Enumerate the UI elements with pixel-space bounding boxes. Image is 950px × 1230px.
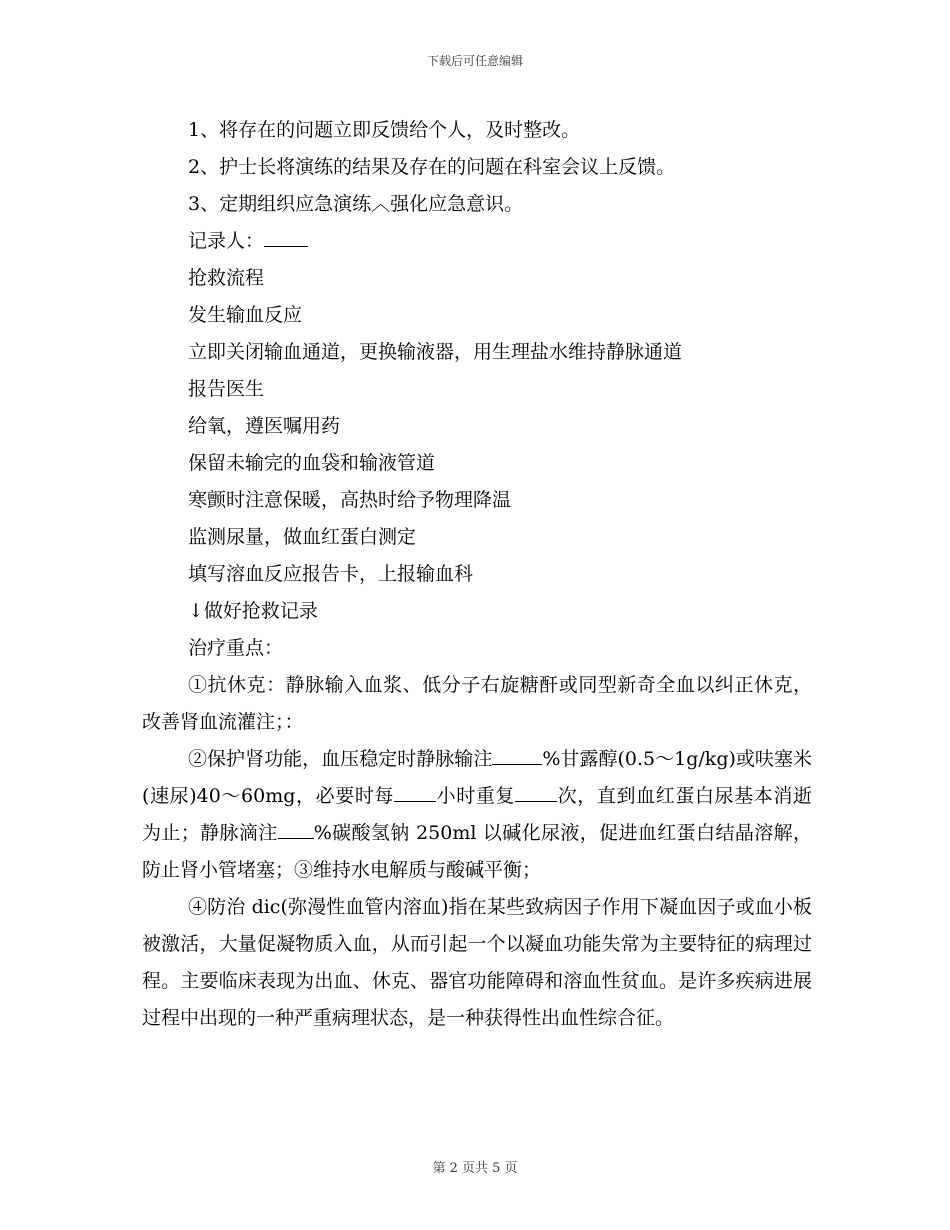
treatment-title: 治疗重点： (188, 637, 284, 659)
flow-step-7: 监测尿量，做血红蛋白测定 (188, 526, 417, 548)
flow-step-6: 寒颤时注意保暖，高热时给予物理降温 (188, 489, 512, 511)
feedback-item-2: 2、护士长将演练的结果及存在的问题在科室会议上反馈。 (188, 156, 676, 178)
feedback-item-3: 3、定期组织应急演练︿强化应急意识。 (188, 193, 524, 215)
point-2-text-a: ②保护肾功能，血压稳定时静脉输注 (188, 748, 493, 770)
recorder-label: 记录人： (188, 230, 265, 252)
flow-step-3: 报告医生 (188, 378, 265, 400)
point-2-text-d: 次，直到血红蛋白尿基本消逝为止；静脉滴注 (142, 785, 812, 844)
feedback-item-1: 1、将存在的问题立即反馈给个人，及时整改。 (188, 119, 581, 141)
blank-hours (394, 782, 436, 802)
page-header: 下载后可任意编辑 (426, 54, 523, 68)
point-2-text-c: 小时重复 (436, 785, 516, 807)
flow-step-2: 立即关闭输血通道，更换输液器，用生理盐水维持静脉通道 (188, 341, 683, 363)
flow-step-5: 保留未输完的血袋和输液管道 (188, 452, 436, 474)
point-2-text-b: %甘露醇(0.5～1g/kg)或呋塞米(速尿)40～60mg，必要时每 (142, 748, 812, 807)
blank-times (515, 782, 557, 802)
treatment-point-1: ①抗休克：静脉输入血浆、低分子右旋糖酐或同型新奇全血以纠正休克，改善肾血流灌注；： (142, 674, 812, 733)
flow-step-1: 发生输血反应 (188, 304, 303, 326)
treatment-point-4: ④防治 dic(弥漫性血管内溶血)指在某些致病因子作用下凝血因子或血小板被激活，大量促凝物质入血，从而引起一个以凝血功能失常为主要特征的病理过程。主要临床表现为出血、休克、器官功能障碍和溶血性贫血。是许多疾病进展过程中出现的一种严重病理状态，是一种获得性出血性综合征。 (142, 896, 812, 1029)
page-footer: 第 2 页共 5 页 (432, 1161, 518, 1176)
recorder-line (142, 223, 812, 260)
flow-step-9: ↓做好抢救记录 (188, 600, 318, 622)
rescue-flow-title: 抢救流程 (188, 267, 265, 289)
blank-percent-1 (492, 745, 542, 765)
flow-step-8: 填写溶血反应报告卡，上报输血科 (188, 563, 474, 585)
point-2-text-e: %碳酸氢钠 250ml 以碱化尿液，促进血红蛋白结晶溶解，防止肾小管堵塞；③维持水电解质与酸碱平衡； (142, 822, 812, 881)
flow-step-4: 给氧，遵医嘱用药 (188, 415, 341, 437)
recorder-blank (264, 227, 308, 247)
treatment-point-2 (142, 741, 812, 889)
blank-percent-2 (278, 819, 314, 839)
document-body (142, 112, 812, 1037)
